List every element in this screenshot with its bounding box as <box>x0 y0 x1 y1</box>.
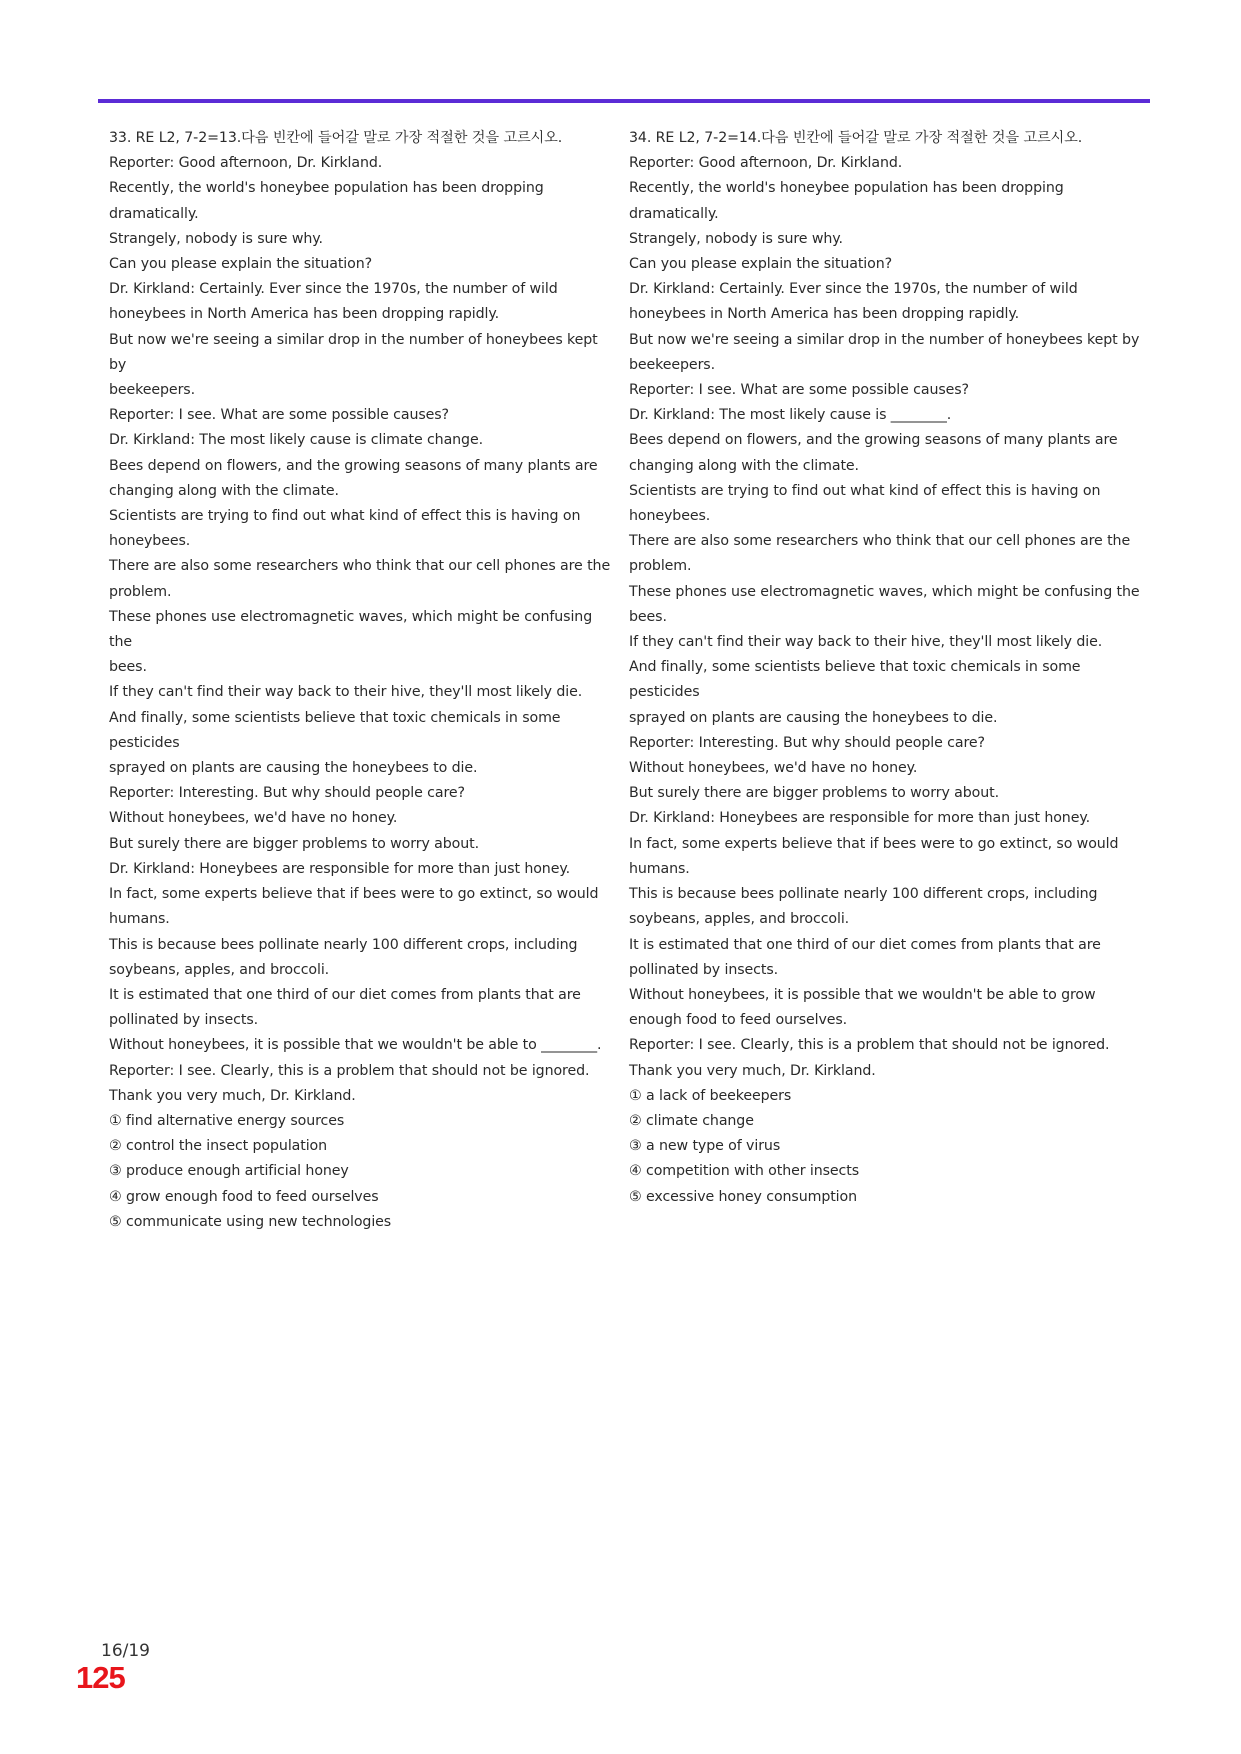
text-line: If they can't find their way back to their hive, they'll most likely die. <box>629 634 1103 651</box>
text-line: soybeans, apples, and broccoli. <box>629 911 850 928</box>
text-line: Scientists are trying to find out what kind of effect this is having on <box>109 508 581 525</box>
text-line: Thank you very much, Dr. Kirkland. <box>109 1087 356 1104</box>
page-number: 125 <box>76 1660 125 1695</box>
text-line: Reporter: Interesting. But why should people care? <box>629 734 985 751</box>
page-fraction: 16/19 <box>101 1641 150 1661</box>
text-line: Reporter: Interesting. But why should people care? <box>109 785 465 802</box>
text-line: humans. <box>629 860 690 877</box>
text-line: Bees depend on flowers, and the growing seasons of many plants are <box>629 432 1118 449</box>
text-line: sprayed on plants are causing the honeybees to die. <box>629 709 998 726</box>
text-line: And finally, some scientists believe that toxic chemicals in some pesticides <box>629 659 1085 701</box>
text-line: Without honeybees, it is possible that we wouldn't be able to ________. <box>109 1037 602 1054</box>
text-line: changing along with the climate. <box>629 457 859 474</box>
text-line: Dr. Kirkland: Certainly. Ever since the 1970s, the number of wild <box>629 281 1078 298</box>
text-line: beekeepers. <box>109 382 195 399</box>
text-line: Reporter: Good afternoon, Dr. Kirkland. <box>109 155 383 172</box>
text-line: bees. <box>109 659 147 676</box>
text-line: Reporter: I see. What are some possible causes? <box>109 407 449 424</box>
text-line: Reporter: I see. What are some possible causes? <box>629 382 969 399</box>
text-line: problem. <box>629 558 692 575</box>
text-line: But now we're seeing a similar drop in the number of honeybees kept by <box>109 331 603 373</box>
text-line: dramatically. <box>629 205 719 222</box>
text-line: dramatically. <box>109 205 199 222</box>
text-line: changing along with the climate. <box>109 482 339 499</box>
text-line: It is estimated that one third of our diet comes from plants that are <box>109 986 581 1003</box>
text-line: ⑤ excessive honey consumption <box>629 1188 858 1205</box>
text-line: bees. <box>629 608 667 625</box>
text-line: This is because bees pollinate nearly 100 different crops, including <box>109 936 578 953</box>
text-line: Dr. Kirkland: Honeybees are responsible for more than just honey. <box>109 860 571 877</box>
text-line: There are also some researchers who think that our cell phones are the <box>629 533 1131 550</box>
text-line: pollinated by insects. <box>109 1012 259 1029</box>
text-line: honeybees in North America has been dropping rapidly. <box>629 306 1020 323</box>
text-line: But surely there are bigger problems to worry about. <box>109 835 480 852</box>
page-footer <box>76 1640 150 1694</box>
text-line: ③ produce enough artificial honey <box>109 1163 349 1180</box>
text-line: And finally, some scientists believe that toxic chemicals in some pesticides <box>109 709 565 751</box>
text-line: honeybees. <box>629 508 711 525</box>
question-34-column <box>629 126 1144 1210</box>
text-line: Dr. Kirkland: The most likely cause is climate change. <box>109 432 484 449</box>
text-line: But surely there are bigger problems to worry about. <box>629 785 1000 802</box>
text-line: If they can't find their way back to their hive, they'll most likely die. <box>109 684 583 701</box>
question-33-column <box>109 126 619 1235</box>
text-line: 34. RE L2, 7-2=14.다음 빈칸에 들어갈 말로 가장 적절한 것을 고르시오. <box>629 130 1083 146</box>
text-line: Scientists are trying to find out what kind of effect this is having on <box>629 482 1101 499</box>
text-line: honeybees in North America has been dropping rapidly. <box>109 306 500 323</box>
text-line: ④ grow enough food to feed ourselves <box>109 1188 379 1205</box>
text-line: ① a lack of beekeepers <box>629 1087 792 1104</box>
text-line: In fact, some experts believe that if bees were to go extinct, so would <box>629 835 1119 852</box>
text-line: In fact, some experts believe that if bees were to go extinct, so would <box>109 886 599 903</box>
text-line: Without honeybees, we'd have no honey. <box>629 760 918 777</box>
text-line: ① find alternative energy sources <box>109 1112 345 1129</box>
text-line: But now we're seeing a similar drop in the number of honeybees kept by <box>629 331 1140 348</box>
text-line: ② control the insect population <box>109 1138 328 1155</box>
text-line: pollinated by insects. <box>629 961 779 978</box>
text-line: Reporter: I see. Clearly, this is a problem that should not be ignored. <box>629 1037 1110 1054</box>
text-line: Without honeybees, it is possible that we wouldn't be able to grow <box>629 986 1096 1003</box>
text-line: It is estimated that one third of our diet comes from plants that are <box>629 936 1101 953</box>
text-line: Without honeybees, we'd have no honey. <box>109 810 398 827</box>
text-line: Bees depend on flowers, and the growing seasons of many plants are <box>109 457 598 474</box>
text-line: soybeans, apples, and broccoli. <box>109 961 330 978</box>
text-line: Dr. Kirkland: Certainly. Ever since the 1970s, the number of wild <box>109 281 558 298</box>
text-line: These phones use electromagnetic waves, which might be confusing the <box>629 583 1140 600</box>
text-line: Recently, the world's honeybee population has been dropping <box>629 180 1064 197</box>
text-line: Dr. Kirkland: The most likely cause is ________. <box>629 407 952 424</box>
text-line: Can you please explain the situation? <box>109 256 373 273</box>
text-line: Reporter: Good afternoon, Dr. Kirkland. <box>629 155 903 172</box>
text-line: Dr. Kirkland: Honeybees are responsible for more than just honey. <box>629 810 1091 827</box>
text-line: There are also some researchers who think that our cell phones are the <box>109 558 611 575</box>
text-line: Reporter: I see. Clearly, this is a problem that should not be ignored. <box>109 1062 590 1079</box>
text-line: This is because bees pollinate nearly 100 different crops, including <box>629 886 1098 903</box>
text-line: These phones use electromagnetic waves, which might be confusing the <box>109 608 597 651</box>
text-line: Strangely, nobody is sure why. <box>109 230 323 247</box>
text-line: Recently, the world's honeybee population has been dropping <box>109 180 544 197</box>
text-line: beekeepers. <box>629 356 715 373</box>
text-line: problem. <box>109 583 172 600</box>
text-line: Thank you very much, Dr. Kirkland. <box>629 1062 876 1079</box>
text-line: enough food to feed ourselves. <box>629 1012 848 1029</box>
text-line: ③ a new type of virus <box>629 1138 781 1155</box>
text-line: sprayed on plants are causing the honeybees to die. <box>109 760 478 777</box>
text-line: Can you please explain the situation? <box>629 256 893 273</box>
text-line: humans. <box>109 911 170 928</box>
text-line: ⑤ communicate using new technologies <box>109 1213 392 1230</box>
text-line: honeybees. <box>109 533 191 550</box>
text-line: ④ competition with other insects <box>629 1163 859 1180</box>
text-line: Strangely, nobody is sure why. <box>629 230 843 247</box>
text-line: 33. RE L2, 7-2=13.다음 빈칸에 들어갈 말로 가장 적절한 것을 고르시오. <box>109 130 563 146</box>
top-accent-rule <box>98 99 1150 103</box>
text-line: ② climate change <box>629 1112 754 1129</box>
